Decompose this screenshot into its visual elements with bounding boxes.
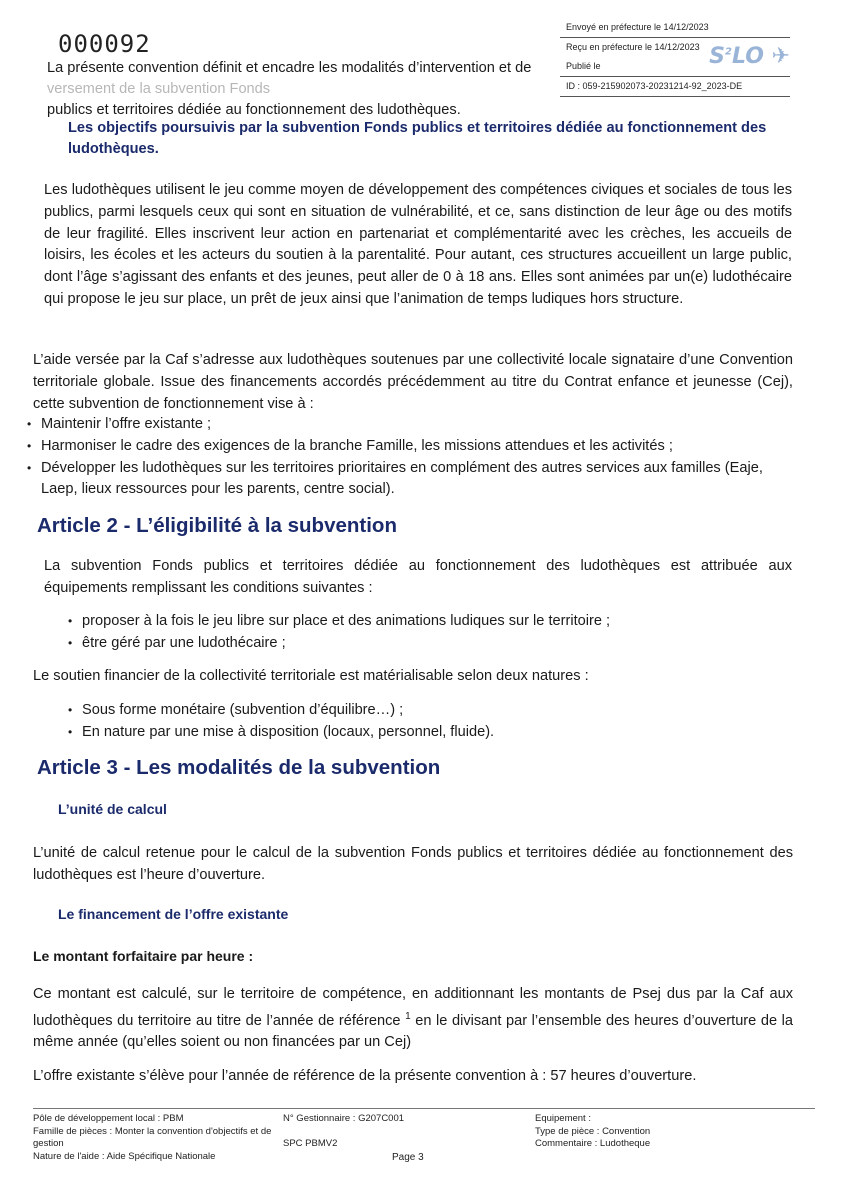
objectives-list bbox=[27, 414, 795, 501]
footer-piece-type: Type de pièce : Convention bbox=[535, 1125, 651, 1137]
list-item: • Harmoniser le cadre des exigences de la branche Famille, les missions attendues et les activités ; bbox=[27, 436, 795, 458]
stamp-id: ID : 059-215902073-20231214-92_2023-DE bbox=[560, 76, 790, 97]
objectives-title: Les objectifs poursuivis par la subvention Fonds publics et territoires dédiée au fonctionnement des ludothèques. bbox=[68, 120, 767, 157]
footer-divider bbox=[33, 1108, 815, 1109]
footer-aid-nature: Nature de l'aide : Aide Spécifique Nationale bbox=[33, 1150, 216, 1162]
footer-column-3 bbox=[535, 1113, 785, 1151]
intro-ghost-text: versement de la subvention Fonds bbox=[47, 81, 271, 97]
funding-heading: Le financement de l’offre existante bbox=[58, 906, 289, 922]
article-2-paragraph-1: La subvention Fonds publics et territoires dédiée au fonctionnement des ludothèques est attribuée aux équipements remplissant les conditions suivantes : bbox=[44, 558, 792, 596]
footer-equipment: Equipement : bbox=[535, 1113, 591, 1124]
document-number: 000092 bbox=[58, 30, 151, 58]
list-item: • Développer les ludothèques sur les territoires prioritaires en complément des autres services aux familles (Eaje, Laep, lieux ressources pour les parents, centre social). bbox=[27, 458, 795, 502]
footnote-reference: 1 bbox=[405, 1010, 411, 1022]
intro-line-1: La présente convention définit et encadre les modalités d’intervention et de bbox=[47, 60, 532, 76]
flat-rate-heading: Le montant forfaitaire par heure : bbox=[33, 948, 254, 964]
footer-column-1 bbox=[33, 1113, 293, 1163]
conditions-list bbox=[68, 611, 768, 655]
unit-heading: L’unité de calcul bbox=[58, 801, 167, 817]
list-item: • être géré par une ludothécaire ; bbox=[68, 633, 768, 655]
footer-pole: Pôle de développement local : PBM bbox=[33, 1113, 184, 1124]
existing-offer-paragraph: L’offre existante s’élève pour l’année de référence de la présente convention à : 57 heures d’ouverture. bbox=[33, 1068, 697, 1084]
natures-list bbox=[68, 700, 768, 744]
intro-line-2: publics et territoires dédiée au fonctionnement des ludothèques. bbox=[47, 102, 461, 118]
objectives-paragraph-2: L’aide versée par la Caf s’adresse aux ludothèques soutenues par une collectivité locale signataire d’une Convention territoriale globale. Issue des financements accordés précédemment au titre du Contrat enfance et jeunesse (Cej), cette subvention de fonctionnement vise à : bbox=[33, 352, 793, 412]
list-item: • proposer à la fois le jeu libre sur place et des animations ludiques sur le territoire ; bbox=[68, 611, 768, 633]
footer-spacer bbox=[283, 1126, 483, 1139]
stamp-sent: Envoyé en préfecture le 14/12/2023 bbox=[566, 22, 709, 32]
s2lo-logo: $S^2LO$ ✈ bbox=[709, 44, 790, 69]
prefecture-stamp bbox=[560, 18, 790, 98]
page-number: Page 3 bbox=[392, 1152, 424, 1163]
list-item: • En nature par une mise à disposition (locaux, personnel, fluide). bbox=[68, 722, 768, 744]
footer-column-2 bbox=[283, 1113, 483, 1151]
unit-paragraph: L’unité de calcul retenue pour le calcul de la subvention Fonds publics et territoires dédiée au fonctionnement des ludothèques est l’heure d’ouverture. bbox=[33, 845, 793, 883]
article-3-title: Article 3 - Les modalités de la subvention bbox=[37, 756, 441, 779]
footer-comment: Commentaire : Ludotheque bbox=[535, 1138, 651, 1149]
intro-paragraph bbox=[47, 58, 557, 121]
article-2-paragraph-2: Le soutien financier de la collectivité territoriale est matérialisable selon deux natures : bbox=[33, 668, 589, 684]
stamp-received: Reçu en préfecture le 14/12/2023 bbox=[560, 37, 790, 57]
footer-manager-number: N° Gestionnaire : G207C001 bbox=[283, 1113, 405, 1124]
article-2-title: Article 2 - L’éligibilité à la subvention bbox=[37, 514, 397, 537]
flat-rate-text-before: Ce montant est calculé, sur le territoire de compétence, en additionnant les montants de Psej dus par la Caf aux ludothèques du territoire au titre de l’année de référence bbox=[33, 986, 793, 1029]
flat-rate-text-after: en le divisant par l’ensemble des heures d’ouverture de la même année (qu’elles soient ou non financées par un Cej) bbox=[33, 1012, 793, 1051]
objectives-paragraph-1: Les ludothèques utilisent le jeu comme moyen de développement des compétences civiques et sociales de tous les publics, parmi lesquels ceux qui sont en situation de vulnérabilité, et ce, sans distinction de leur âge ou des motifs de leur fragilité. Elles inscrivent leur action en partenariat et complémentarité avec les crèches, les accueils de loisirs, les écoles et les acteurs du soutien à la parentalité. Pour autant, ces structures accueillent un large public, dont l’âge s’agissant des enfants et des jeunes, peut aller de 0 à 18 ans. Elles sont animées par un(e) ludothécaire qui propose le jeu sur place, un prêt de jeux ainsi que l’animation de temps ludiques hors structure. bbox=[44, 182, 792, 307]
footer-family: Famille de pièces : Monter la convention d'objectifs et de gestion bbox=[33, 1125, 272, 1149]
flat-rate-paragraph bbox=[33, 984, 793, 1054]
list-item: • Sous forme monétaire (subvention d’équilibre…) ; bbox=[68, 700, 768, 722]
list-item: • Maintenir l’offre existante ; bbox=[27, 414, 795, 436]
stamp-published: Publié le bbox=[566, 61, 601, 71]
footer-spc: SPC PBMV2 bbox=[283, 1138, 338, 1149]
